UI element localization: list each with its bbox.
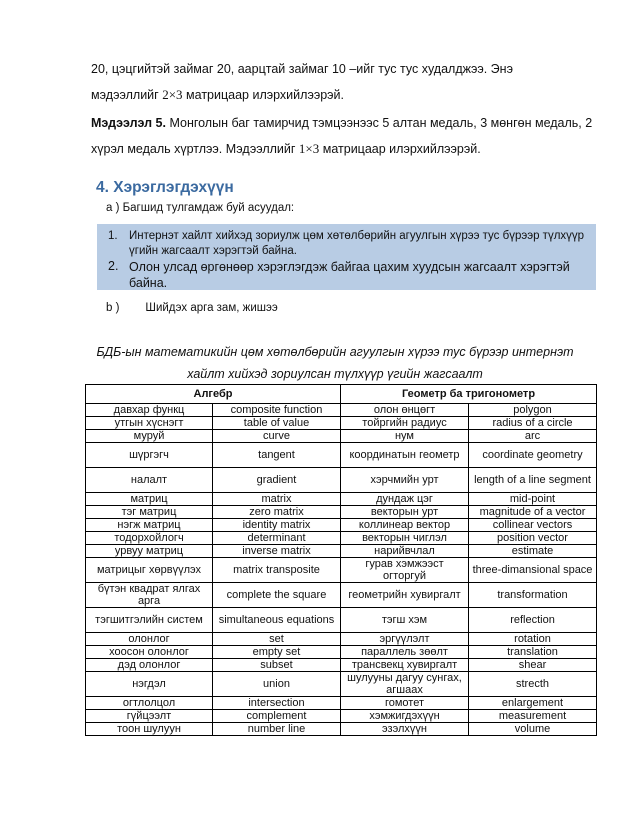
table-row: [86, 493, 597, 506]
geometry-mn-cell: нарийвчлал: [341, 545, 469, 558]
geometry-en-cell: position vector: [469, 532, 597, 545]
geometry-en-cell: enlargement: [469, 697, 597, 710]
geometry-mn-cell: эргүүлэлт: [341, 633, 469, 646]
table-row: [86, 710, 597, 723]
geometry-mn-cell: геометрийн хувиргалт: [341, 583, 469, 608]
geometry-mn-cell: коллинеар вектор: [341, 519, 469, 532]
algebra-en-cell: tangent: [213, 443, 341, 468]
algebra-mn-cell: налалт: [86, 468, 213, 493]
geometry-en-cell: transformation: [469, 583, 597, 608]
info-label: Мэдээлэл 5.: [91, 116, 166, 130]
keyword-table: [85, 384, 597, 736]
section-title: Хэрэглэгдэхүүн: [113, 179, 234, 196]
geometry-mn-cell: трансвекц хувиргалт: [341, 659, 469, 672]
section-heading: [96, 179, 234, 197]
geometry-mn-cell: параллель зөөлт: [341, 646, 469, 659]
geometry-en-cell: rotation: [469, 633, 597, 646]
algebra-mn-cell: нэгж матриц: [86, 519, 213, 532]
algebra-mn-cell: давхар функц: [86, 404, 213, 417]
section-number: 4.: [96, 179, 109, 196]
geometry-mn-cell: хэрчмийн урт: [341, 468, 469, 493]
list-item-number: 2.: [108, 259, 119, 273]
algebra-mn-cell: бүтэн квадрат ялгах арга: [86, 583, 213, 608]
geometry-mn-cell: олон өнцөгт: [341, 404, 469, 417]
geometry-mn-cell: шулууны дагуу сунгах, агшаах: [341, 672, 469, 697]
paragraph-line: [91, 136, 611, 162]
paragraph-text: матрицаар илэрхийлээрэй.: [186, 88, 344, 102]
geometry-mn-cell: гомотет: [341, 697, 469, 710]
algebra-mn-cell: тоон шулуун: [86, 723, 213, 736]
table-row: [86, 659, 597, 672]
algebra-en-cell: identity matrix: [213, 519, 341, 532]
matrix-size-expression: 2×3: [162, 87, 183, 102]
table-row: [86, 558, 597, 583]
algebra-en-cell: complement: [213, 710, 341, 723]
table-row: [86, 506, 597, 519]
subheading-a: а ) Багшид тулгамдаж буй асуудал:: [106, 202, 295, 214]
algebra-mn-cell: шүргэгч: [86, 443, 213, 468]
algebra-mn-cell: тодорхойлогч: [86, 532, 213, 545]
subheading-b-label: b ): [106, 302, 120, 314]
geometry-en-cell: translation: [469, 646, 597, 659]
algebra-en-cell: matrix transposite: [213, 558, 341, 583]
geometry-mn-cell: тэгш хэм: [341, 608, 469, 633]
algebra-en-cell: inverse matrix: [213, 545, 341, 558]
table-caption: [80, 341, 590, 385]
geometry-en-cell: magnitude of a vector: [469, 506, 597, 519]
algebra-en-cell: matrix: [213, 493, 341, 506]
algebra-mn-cell: матрицыг хөрвүүлэх: [86, 558, 213, 583]
geometry-en-cell: three-dimansional space: [469, 558, 597, 583]
algebra-en-cell: composite function: [213, 404, 341, 417]
geometry-mn-cell: эзэлхүүн: [341, 723, 469, 736]
algebra-mn-cell: огтлолцол: [86, 697, 213, 710]
paragraph-line: 20, цэцгийтэй займаг 20, аарцтай займаг 10 –ийг тус тус худалджээ. Энэ: [91, 62, 513, 76]
table-row: [86, 545, 597, 558]
geometry-mn-cell: тойргийн радиус: [341, 417, 469, 430]
geometry-en-cell: length of a line segment: [469, 468, 597, 493]
algebra-en-cell: subset: [213, 659, 341, 672]
geometry-mn-cell: хэмжигдэхүүн: [341, 710, 469, 723]
paragraph-info-5: [91, 111, 611, 162]
algebra-mn-cell: утгын хүснэгт: [86, 417, 213, 430]
highlighted-list: [97, 224, 596, 290]
geometry-mn-cell: векторын урт: [341, 506, 469, 519]
subheading-b-text: Шийдэх арга зам, жишээ: [145, 302, 278, 314]
geometry-mn-cell: гурав хэмжээст огторгуй: [341, 558, 469, 583]
table-row: [86, 443, 597, 468]
algebra-en-cell: determinant: [213, 532, 341, 545]
table-row: [86, 519, 597, 532]
list-item-number: 1.: [108, 230, 118, 242]
table-row: [86, 468, 597, 493]
algebra-en-cell: union: [213, 672, 341, 697]
header-geometry: Геометр ба тригонометр: [341, 385, 597, 404]
table-header-row: [86, 385, 597, 404]
algebra-en-cell: zero matrix: [213, 506, 341, 519]
algebra-mn-cell: хоосон олонлог: [86, 646, 213, 659]
paragraph-text: матрицаар илэрхийлээрэй.: [322, 142, 481, 156]
algebra-mn-cell: тэгшитгэлийн систем: [86, 608, 213, 633]
paragraph-info-4: [91, 57, 611, 108]
geometry-en-cell: shear: [469, 659, 597, 672]
algebra-mn-cell: муруй: [86, 430, 213, 443]
algebra-en-cell: gradient: [213, 468, 341, 493]
geometry-en-cell: mid-point: [469, 493, 597, 506]
geometry-en-cell: reflection: [469, 608, 597, 633]
table-row: [86, 417, 597, 430]
table-row: [86, 532, 597, 545]
geometry-mn-cell: векторын чиглэл: [341, 532, 469, 545]
paragraph-text: мэдээллийг: [91, 88, 159, 102]
list-item-text: Олон улсад өргөнөөр хэрэглэгдэж байгаа цахим хуудсын жагсаалт хэрэгтэй байна.: [129, 260, 570, 290]
subheading-b: [106, 302, 278, 314]
paragraph-text: хүрэл медаль хүртлээ. Мэдээллийг: [91, 142, 296, 156]
table-row: [86, 430, 597, 443]
table-row: [86, 633, 597, 646]
geometry-mn-cell: нум: [341, 430, 469, 443]
table-row: [86, 404, 597, 417]
list-item-text: Интернэт хайлт хийхэд зориулж цөм хөтөлбөрийн агуулгын хүрээ тус бүрээр түлхүүр үгийн жагсаалт хэрэгтэй байна.: [129, 230, 585, 257]
table-row: [86, 723, 597, 736]
geometry-en-cell: strecth: [469, 672, 597, 697]
geometry-en-cell: radius of a circle: [469, 417, 597, 430]
algebra-en-cell: table of value: [213, 417, 341, 430]
table-row: [86, 646, 597, 659]
algebra-mn-cell: урвуу матриц: [86, 545, 213, 558]
geometry-en-cell: coordinate geometry: [469, 443, 597, 468]
algebra-mn-cell: дэд олонлог: [86, 659, 213, 672]
geometry-en-cell: measurement: [469, 710, 597, 723]
table-row: [86, 608, 597, 633]
algebra-mn-cell: тэг матриц: [86, 506, 213, 519]
geometry-en-cell: volume: [469, 723, 597, 736]
geometry-mn-cell: дундаж цэг: [341, 493, 469, 506]
algebra-mn-cell: матриц: [86, 493, 213, 506]
algebra-mn-cell: нэгдэл: [86, 672, 213, 697]
geometry-en-cell: polygon: [469, 404, 597, 417]
header-algebra: Алгебр: [86, 385, 341, 404]
matrix-size-expression: 1×3: [298, 141, 320, 156]
algebra-mn-cell: гүйцээлт: [86, 710, 213, 723]
algebra-en-cell: intersection: [213, 697, 341, 710]
table-row: [86, 672, 597, 697]
geometry-mn-cell: координатын геометр: [341, 443, 469, 468]
paragraph-text: Монголын баг тамирчид тэмцээнээс 5 алтан медаль, 3 мөнгөн медаль, 2: [169, 116, 593, 130]
algebra-en-cell: number line: [213, 723, 341, 736]
algebra-en-cell: set: [213, 633, 341, 646]
geometry-en-cell: estimate: [469, 545, 597, 558]
paragraph-line: [91, 82, 611, 108]
algebra-en-cell: complete the square: [213, 583, 341, 608]
paragraph-line: [91, 111, 611, 136]
algebra-en-cell: empty set: [213, 646, 341, 659]
algebra-en-cell: curve: [213, 430, 341, 443]
caption-line: хайлт хийхэд зориулсан түлхүүр үгийн жагсаалт: [187, 367, 483, 381]
algebra-mn-cell: олонлог: [86, 633, 213, 646]
algebra-en-cell: simultaneous equations: [213, 608, 341, 633]
table-row: [86, 583, 597, 608]
geometry-en-cell: collinear vectors: [469, 519, 597, 532]
table-row: [86, 697, 597, 710]
geometry-en-cell: arc: [469, 430, 597, 443]
caption-line: БДБ-ын математикийн цөм хөтөлбөрийн агуулгын хүрээ тус бүрээр интернэт: [96, 345, 574, 359]
